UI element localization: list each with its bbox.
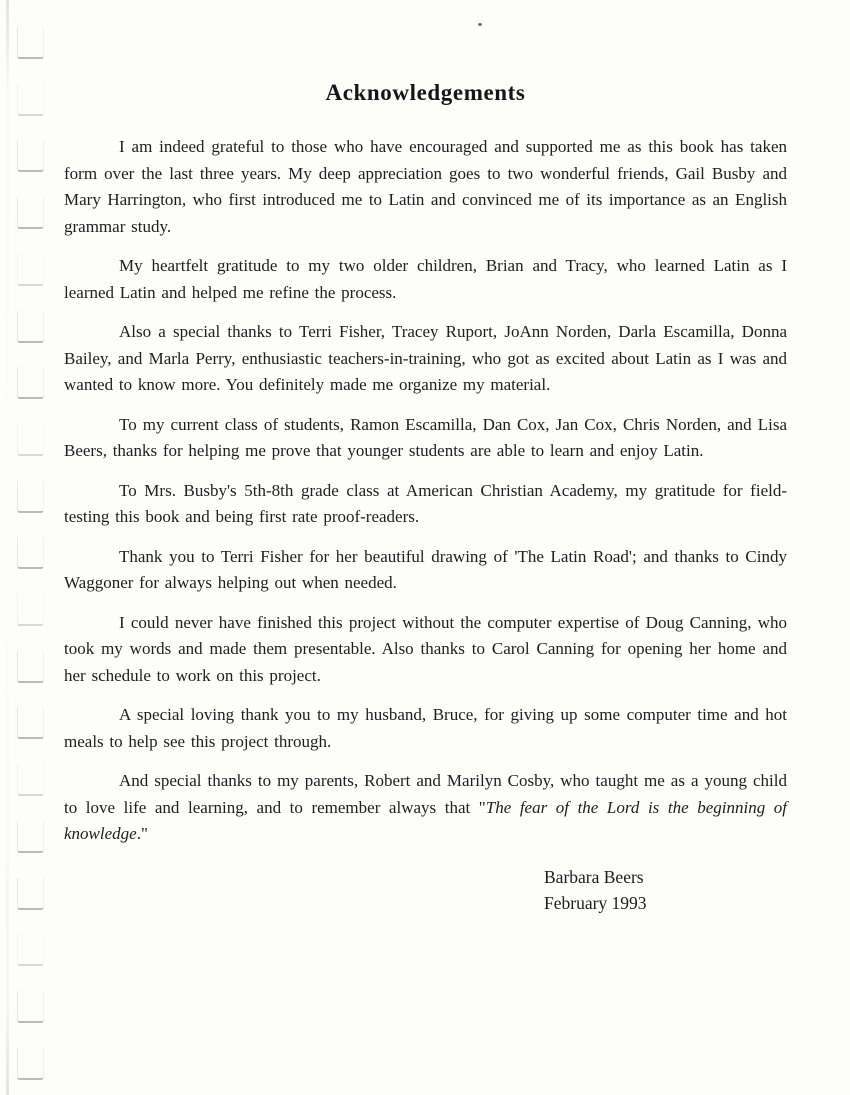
binding-hole-mark — [17, 481, 44, 513]
paragraph — [64, 319, 787, 399]
paragraph-text: Thank you to Terri Fisher for her beautiful drawing of 'The Latin Road'; and thanks to Cindy Waggoner for always helping out when needed. — [64, 546, 787, 592]
binding-hole-mark — [17, 934, 44, 966]
paragraph-text: My heartfelt gratitude to my two older children, Brian and Tracy, who learned Latin as I learned Latin and helped me refine the process. — [64, 256, 787, 302]
binding-hole-mark — [17, 140, 44, 172]
paragraph-text: I am indeed grateful to those who have encouraged and supported me as this book has taken form over the last three years. My deep appreciation goes to two wonderful friends, Gail Busby and Mary Harrington, who first introduced me to Latin and convinced me of its importance as an English grammar study. — [64, 137, 787, 236]
binding-hole-mark — [17, 991, 44, 1023]
binding-hole-mark — [17, 254, 44, 286]
page-title: Acknowledgements — [325, 80, 526, 105]
binding-hole-mark — [17, 27, 44, 59]
paragraph — [64, 702, 787, 755]
paragraph-text: To Mrs. Busby's 5th-8th grade class at American Christian Academy, my gratitude for field-testing this book and being first rate proof-readers. — [64, 480, 787, 526]
binding-hole-mark — [17, 707, 44, 739]
paragraph-text: Also a special thanks to Terri Fisher, Tracey Ruport, JoAnn Norden, Darla Escamilla, Donna Bailey, and Marla Perry, enthusiastic teachers-in-training, who got as excited about Latin as I was and wanted to know more. You definitely made me organize my material. — [64, 322, 787, 394]
binding-hole-mark — [17, 537, 44, 569]
binding-hole-mark — [17, 594, 44, 626]
binding-hole-mark — [17, 311, 44, 343]
binding-hole-mark — [17, 367, 44, 399]
paragraph — [64, 610, 787, 690]
signature-name: Barbara Beers — [544, 866, 644, 887]
binding-hole-mark — [17, 424, 44, 456]
paragraph — [64, 478, 787, 531]
document-content — [64, 80, 787, 917]
binding-hole-mark — [17, 764, 44, 796]
binding-hole-mark — [17, 84, 44, 116]
binding-hole-mark — [17, 651, 44, 683]
paragraph-text: ." — [136, 824, 148, 843]
paragraph-text: I could never have finished this project without the computer expertise of Doug Canning, who took my words and made them presentable. Also thanks to Carol Canning for opening her home and her schedule to work on this project. — [64, 612, 787, 685]
paragraph — [64, 134, 787, 240]
signature-block — [544, 864, 787, 917]
paragraph-text-italic: The fear of the Lord is the beginning of knowledge — [64, 797, 787, 843]
paragraph-text: And special thanks to my parents, Robert and Marilyn Cosby, who taught me as a young child to love life and learning, and to remember always that " — [64, 771, 787, 817]
paragraph — [64, 544, 787, 597]
scan-speck — [478, 23, 482, 26]
binding-hole-mark — [17, 878, 44, 910]
paragraph — [64, 412, 787, 465]
document-body — [64, 134, 787, 848]
binding-hole-mark — [17, 1048, 44, 1080]
signature-date: February 1993 — [544, 893, 647, 913]
binding-hole-mark — [17, 197, 44, 229]
paragraph-text: A special loving thank you to my husband, Bruce, for giving up some computer time and hot meals to help see this project through. — [64, 705, 787, 751]
binding-hole-mark — [17, 821, 44, 853]
paragraph — [64, 253, 787, 306]
paragraph — [64, 768, 787, 848]
paragraph-text: To my current class of students, Ramon Escamilla, Dan Cox, Jan Cox, Chris Norden, and Lisa Beers, thanks for helping me prove that younger students are able to learn and enjoy Latin. — [64, 414, 787, 460]
